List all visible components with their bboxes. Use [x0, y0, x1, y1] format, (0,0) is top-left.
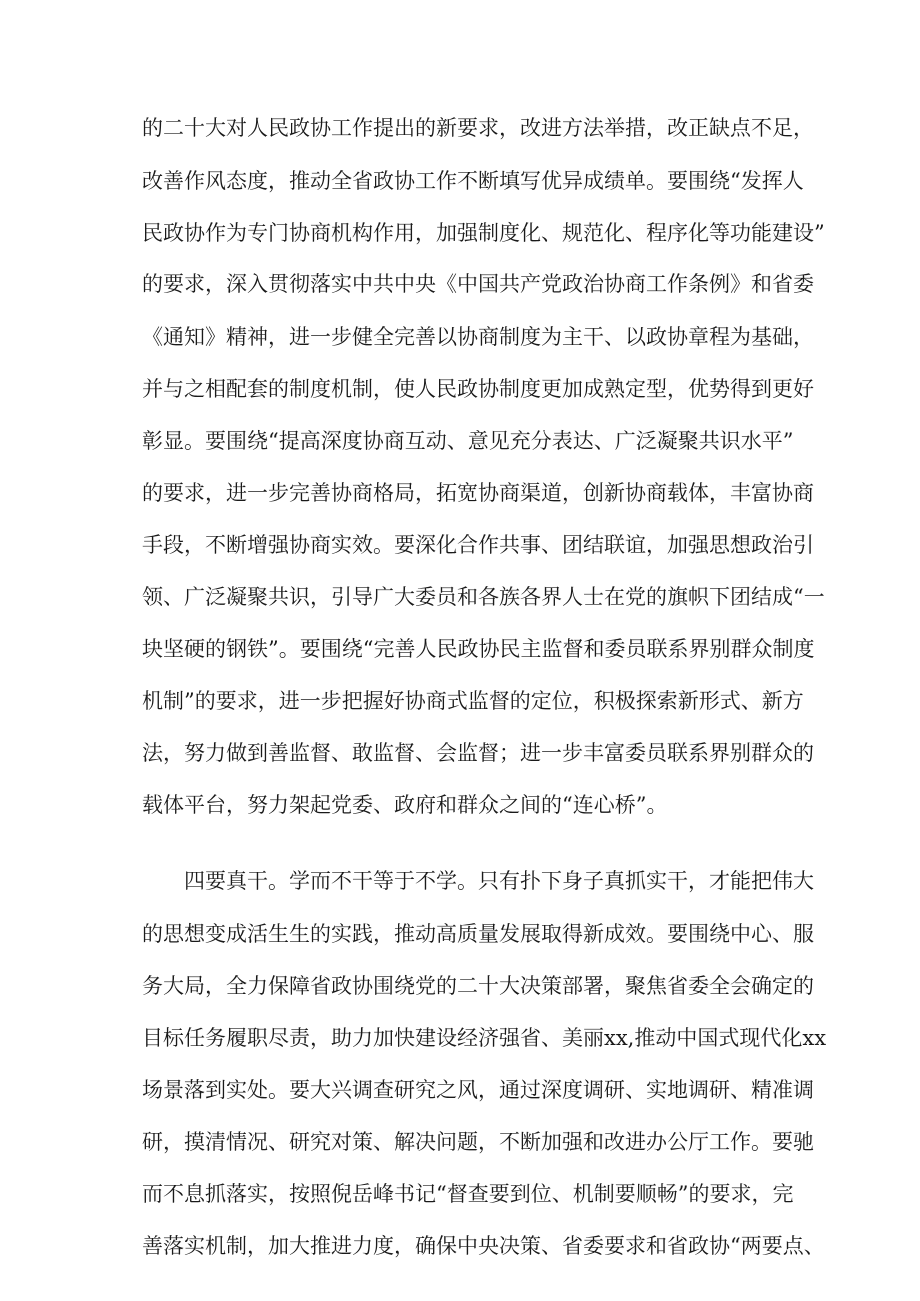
paragraph-2-line-1: 四要真干。学而不干等于不学。只有扑下身子真抓实干，才能把伟大: [184, 869, 814, 893]
paragraph-1-line-10: 领、广泛凝聚共识，引导广大委员和各族各界人士在党的旗帜下团结成“一: [142, 585, 825, 609]
paragraph-2-line-7: 而不息抓落实，按照倪岳峰书记“督查要到位、机制要顺畅”的要求，完: [142, 1182, 794, 1206]
paragraph-1-line-7: 彰显。要围绕“提高深度协商互动、意见充分表达、广泛凝聚共识水平”: [142, 429, 794, 453]
paragraph-1-line-5: 《通知》精神，进一步健全完善以协商制度为主干、以政协章程为基础，: [142, 325, 814, 349]
paragraph-2-line-3: 务大局，全力保障省政协围绕党的二十大决策部署，聚焦省委全会确定的: [142, 974, 814, 998]
paragraph-2-line-8: 善落实机制，加大推进力度，确保中央决策、省委要求和省政协“两要点、: [142, 1234, 825, 1258]
paragraph-1-line-6: 并与之相配套的制度机制，使人民政协制度更加成熟定型，优势得到更好: [142, 377, 814, 401]
paragraph-1-line-12: 机制”的要求，进一步把握好协商式监督的定位，积极探索新形式、新方: [142, 689, 804, 713]
paragraph-2-line-6: 研，摸清情况、研究对策、解决问题，不断加强和改进办公厅工作。要驰: [142, 1130, 814, 1154]
paragraph-1-line-14: 载体平台，努力架起党委、政府和群众之间的“连心桥”。: [142, 793, 668, 817]
paragraph-1-line-13: 法，努力做到善监督、敢监督、会监督；进一步丰富委员联系界别群众的: [142, 741, 814, 765]
paragraph-1-line-9: 手段，不断增强协商实效。要深化合作共事、团结联谊，加强思想政治引: [142, 533, 814, 557]
paragraph-1-line-1: 的二十大对人民政协工作提出的新要求，改进方法举措，改正缺点不足，: [142, 116, 814, 140]
paragraph-2-line-2: 的思想变成活生生的实践，推动高质量发展取得新成效。要围绕中心、服: [142, 922, 814, 946]
paragraph-2-line-4: 目标任务履职尽责，助力加快建设经济强省、美丽xx,推动中国式现代化xx: [142, 1026, 827, 1050]
paragraph-1-line-2: 改善作风态度，推动全省政协工作不断填写优异成绩单。要围绕“发挥人: [142, 169, 804, 193]
paragraph-1-line-11: 块坚硬的钢铁”。要围绕“完善人民政协民主监督和委员联系界别群众制度: [142, 637, 815, 661]
paragraph-1-line-4: 的要求，深入贯彻落实中共中央《中国共产党政治协商工作条例》和省委: [142, 272, 814, 296]
paragraph-1-line-3: 民政协作为专门协商机构作用，加强制度化、规范化、程序化等功能建设”: [142, 221, 825, 245]
paragraph-2-line-5: 场景落到实处。要大兴调查研究之风，通过深度调研、实地调研、精准调: [142, 1078, 814, 1102]
paragraph-1-line-8: 的要求，进一步完善协商格局，拓宽协商渠道，创新协商载体，丰富协商: [142, 481, 814, 505]
